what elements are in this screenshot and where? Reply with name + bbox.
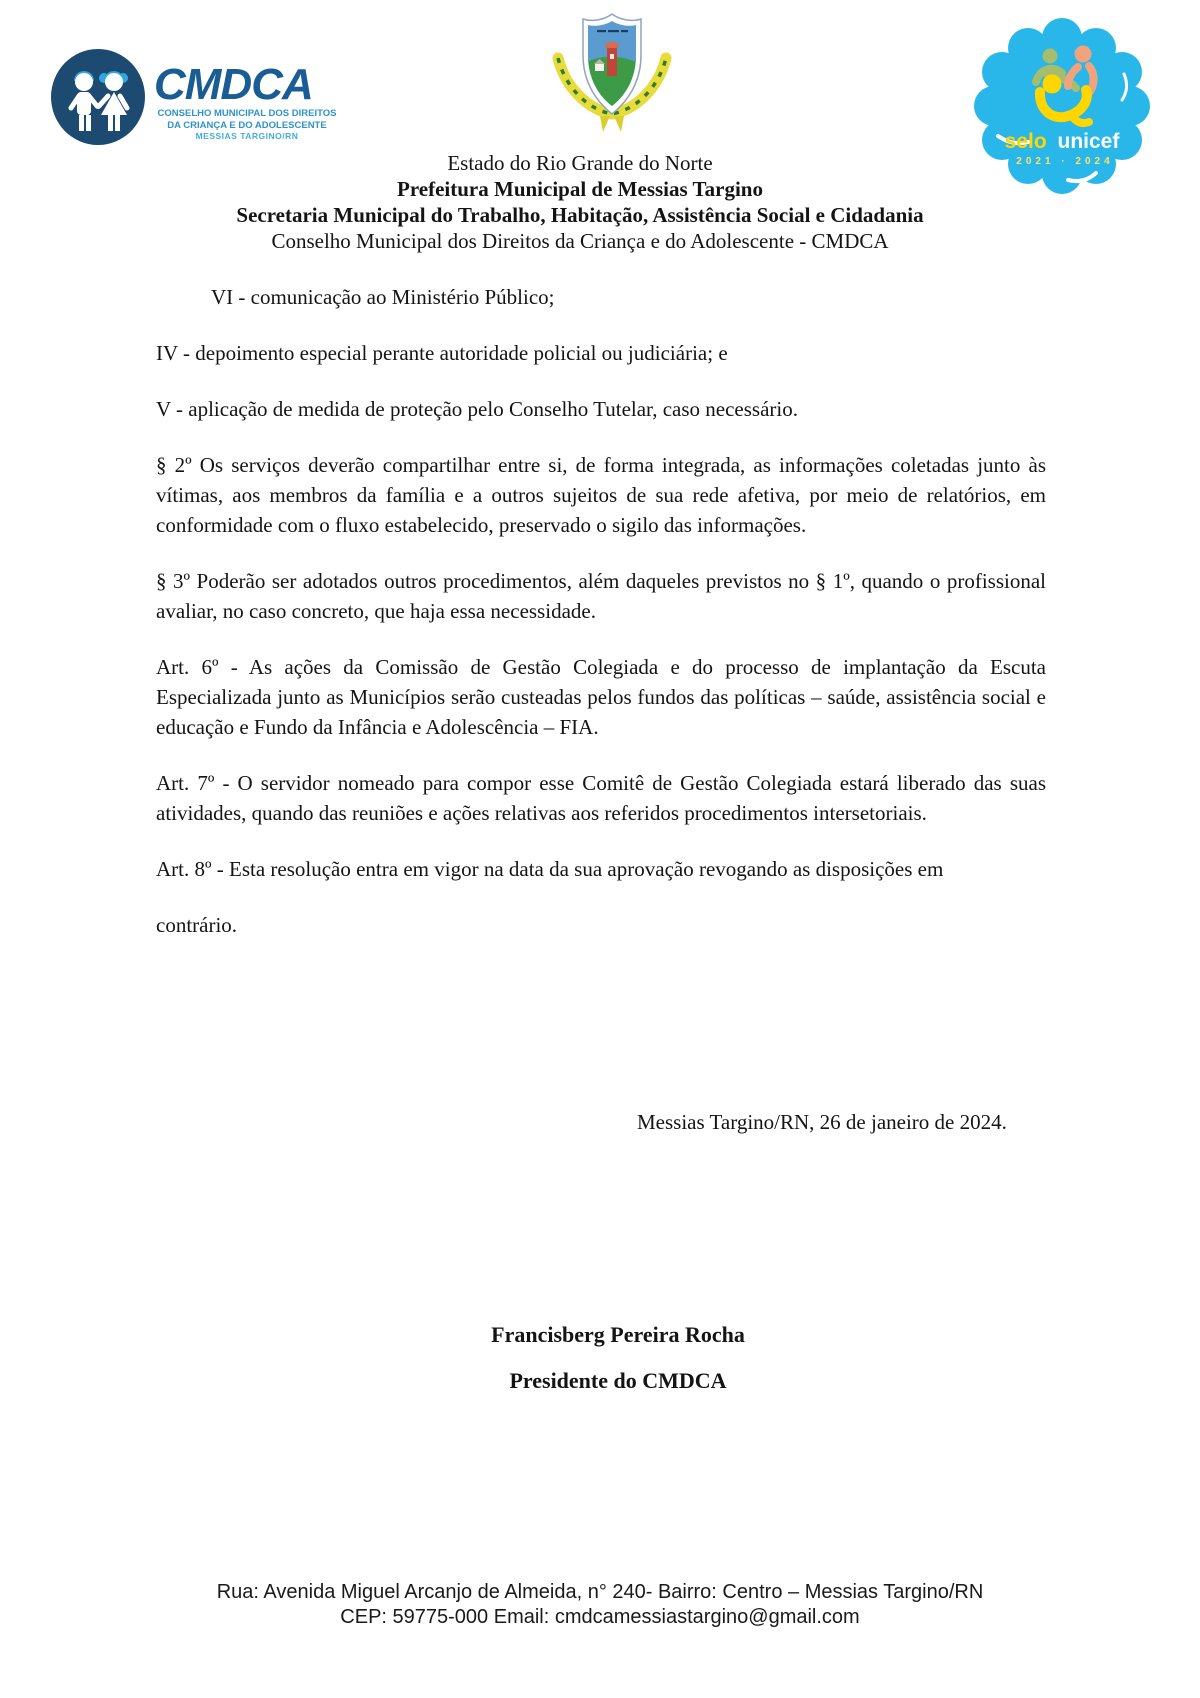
signature-block [18,1322,1200,1394]
body-paragraph: contrário. [156,913,238,937]
cmdca-subtitle-line1: CONSELHO MUNICIPAL DOS DIREITOS [157,108,337,119]
cmdca-subtitle-line3: MESSIAS TARGINO/RN [195,131,299,141]
letterhead-conselho: Conselho Municipal dos Direitos da Criança e do Adolescente - CMDCA [271,229,889,253]
letterhead-prefeitura: Prefeitura Municipal de Messias Targino [397,177,763,201]
body-paragraph: § 2º Os serviços deverão compartilhar entre si, de forma integrada, as informações coletadas junto às vítimas, aos membros da família e a outros sujeitos de sua rede afetiva, por meio de relatórios, em conformidade com o fluxo estabelecido, preservado o sigilo das informações. [156,453,1046,537]
letterhead-secretaria: Secretaria Municipal do Trabalho, Habitação, Assistência Social e Cidadania [236,203,924,227]
body-paragraph: IV - depoimento especial perante autoridade policial ou judiciária; e [156,341,728,365]
cmdca-children-icon [50,48,146,146]
badge-blob [974,18,1150,194]
unicef-text: unicef [1057,130,1120,153]
footer-cep-email: CEP: 59775-000 Email: cmdcamessiastargino@gmail.com [340,1606,860,1628]
document-body [156,282,1046,966]
body-paragraph: § 3º Poderão ser adotados outros procedimentos, além daqueles previstos no § 1º, quando o profissional avaliar, no caso concreto, que haja essa necessidade. [156,569,1046,623]
svg-text:selo unicef [1005,130,1121,153]
letterhead-state: Estado do Rio Grande do Norte [447,151,713,175]
body-paragraph: Art. 6º - As ações da Comissão de Gestão Colegiada e do processo de implantação da Escuta Especializada junto as Municípios serão custeadas pelos fundos das políticas – saúde, assistência social e educação e Fundo da Infância e Adolescência – FIA. [156,655,1046,739]
signature-title: Presidente do CMDCA [509,1368,727,1393]
footer-address: Rua: Avenida Miguel Arcanjo de Almeida, n° 240- Bairro: Centro – Messias Targino/RN [216,1581,984,1603]
cmdca-logo [50,46,350,146]
body-paragraph: Art. 8º - Esta resolução entra em vigor na data da sua aprovação revogando as disposições em [156,857,944,881]
cmdca-wordmark: CMDCA [154,60,313,109]
document-footer [0,1580,1200,1630]
selo-unicef-badge [972,18,1152,194]
cmdca-subtitle-line2: DA CRIANÇA E DO ADOLESCENTE [167,119,327,131]
signature-name: Francisberg Pereira Rocha [491,1322,745,1347]
document-letterhead [180,150,980,254]
body-paragraph: V - aplicação de medida de proteção pelo Conselho Tutelar, caso necessário. [156,397,798,421]
unicef-years: 2021 · 2024 [1016,156,1114,167]
selo-text: selo [1004,130,1047,153]
body-paragraph: VI - comunicação ao Ministério Público; [211,285,555,309]
body-paragraph: Art. 7º - O servidor nomeado para compor esse Comitê de Gestão Colegiada estará liberado das suas atividades, quando das reuniões e ações relativas aos referidos procedimentos intersetoriais. [156,771,1046,825]
cmdca-subtitle [154,108,340,143]
date-line: Messias Targino/RN, 26 de janeiro de 2024. [637,1110,1007,1134]
municipal-crest-icon [552,10,672,140]
